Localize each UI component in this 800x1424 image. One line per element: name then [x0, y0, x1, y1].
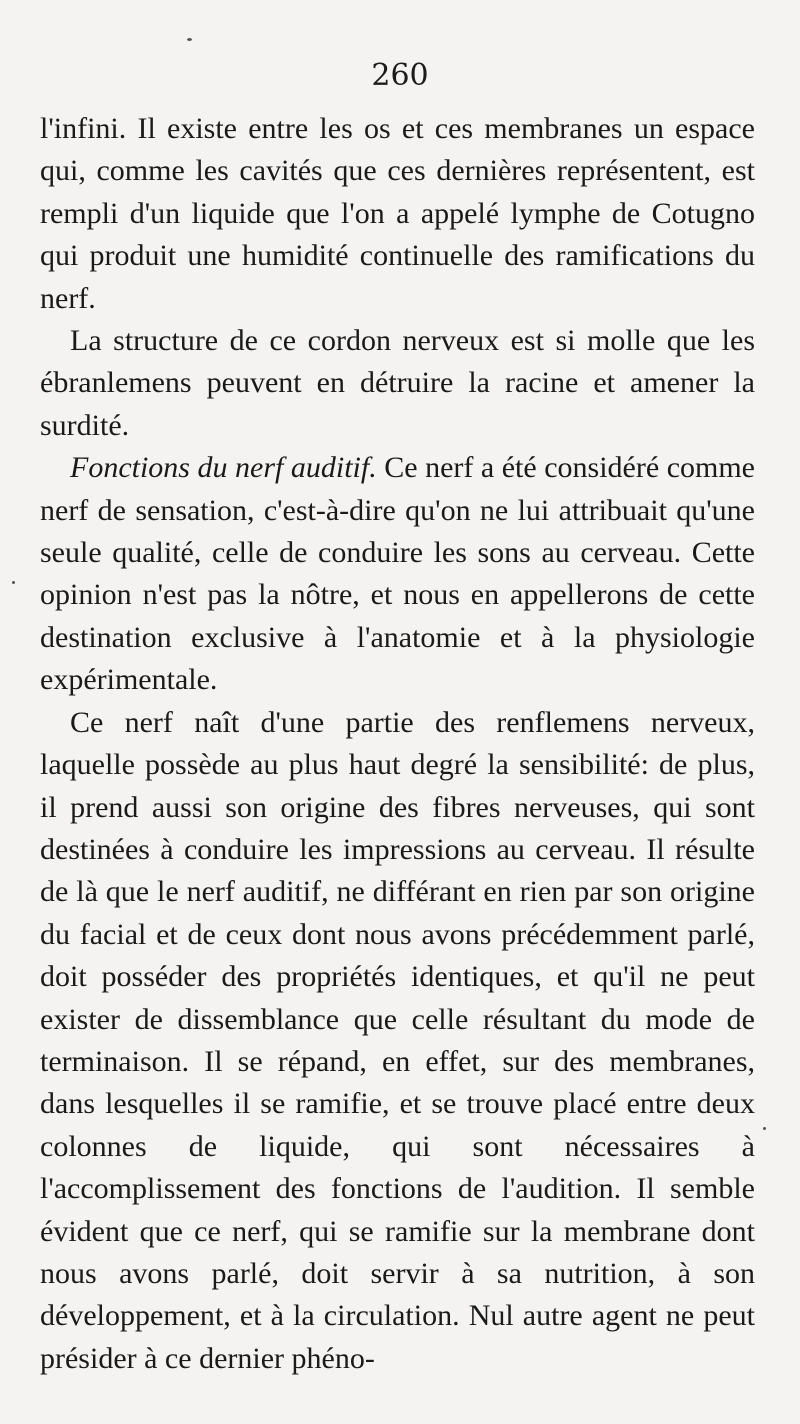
ink-speck	[763, 1127, 766, 1130]
section-heading: Fonctions du nerf auditif.	[70, 451, 377, 485]
body-text	[40, 108, 755, 1380]
ink-speck	[187, 38, 192, 41]
paragraph-origin: Ce nerf naît d'une partie des renflemens nerveux, laquelle possède au plus haut degré la sensibilité: de plus, il prend aussi son origine des fibres nerveuses, qui sont destinées à conduire les impressions au cerveau. Il résulte de là que le nerf auditif, ne différant en rien par son origine du facial et de ceux dont nous avons précédemment parlé, doit posséder des propriétés identiques, et qu'il ne peut exister de dissemblance que celle résultant du mode de terminaison. Il se répand, en effet, sur des membranes, dans lesquelles il se ramifie, et se trouve placé entre deux colonnes de liquide, qui sont nécessaires à l'accomplissement des fonctions de l'audition. Il semble évident que ce nerf, qui se ramifie sur la membrane dont nous avons parlé, doit servir à sa nutrition, à son développement, et à la circulation. Nul autre agent ne peut présider à ce dernier phéno-	[40, 705, 755, 1375]
ink-speck	[12, 581, 15, 584]
paragraph-text: Ce nerf a été considéré comme nerf de sensation, c'est-à-dire qu'on ne lui attribuait qu'une seule qualité, celle de conduire les sons au cerveau. Cette opinion n'est pas la nôtre, et nous en appellerons de cette destination exclusive à l'anatomie et à la physiologie expérimentale.	[40, 451, 755, 697]
page-number: 260	[371, 58, 429, 93]
paragraph-structure: La structure de ce cordon nerveux est si molle que les ébranlemens peuvent en détruire la racine et amener la surdité.	[40, 324, 755, 442]
paragraph-functions	[40, 447, 755, 701]
paragraph-continuation: l'infini. Il existe entre les os et ces membranes un espace qui, comme les cavités que ces dernières représentent, est rempli d'un liquide que l'on a appelé lymphe de Cotugno qui produit une humidité continuelle des ramifications du nerf.	[40, 112, 755, 315]
